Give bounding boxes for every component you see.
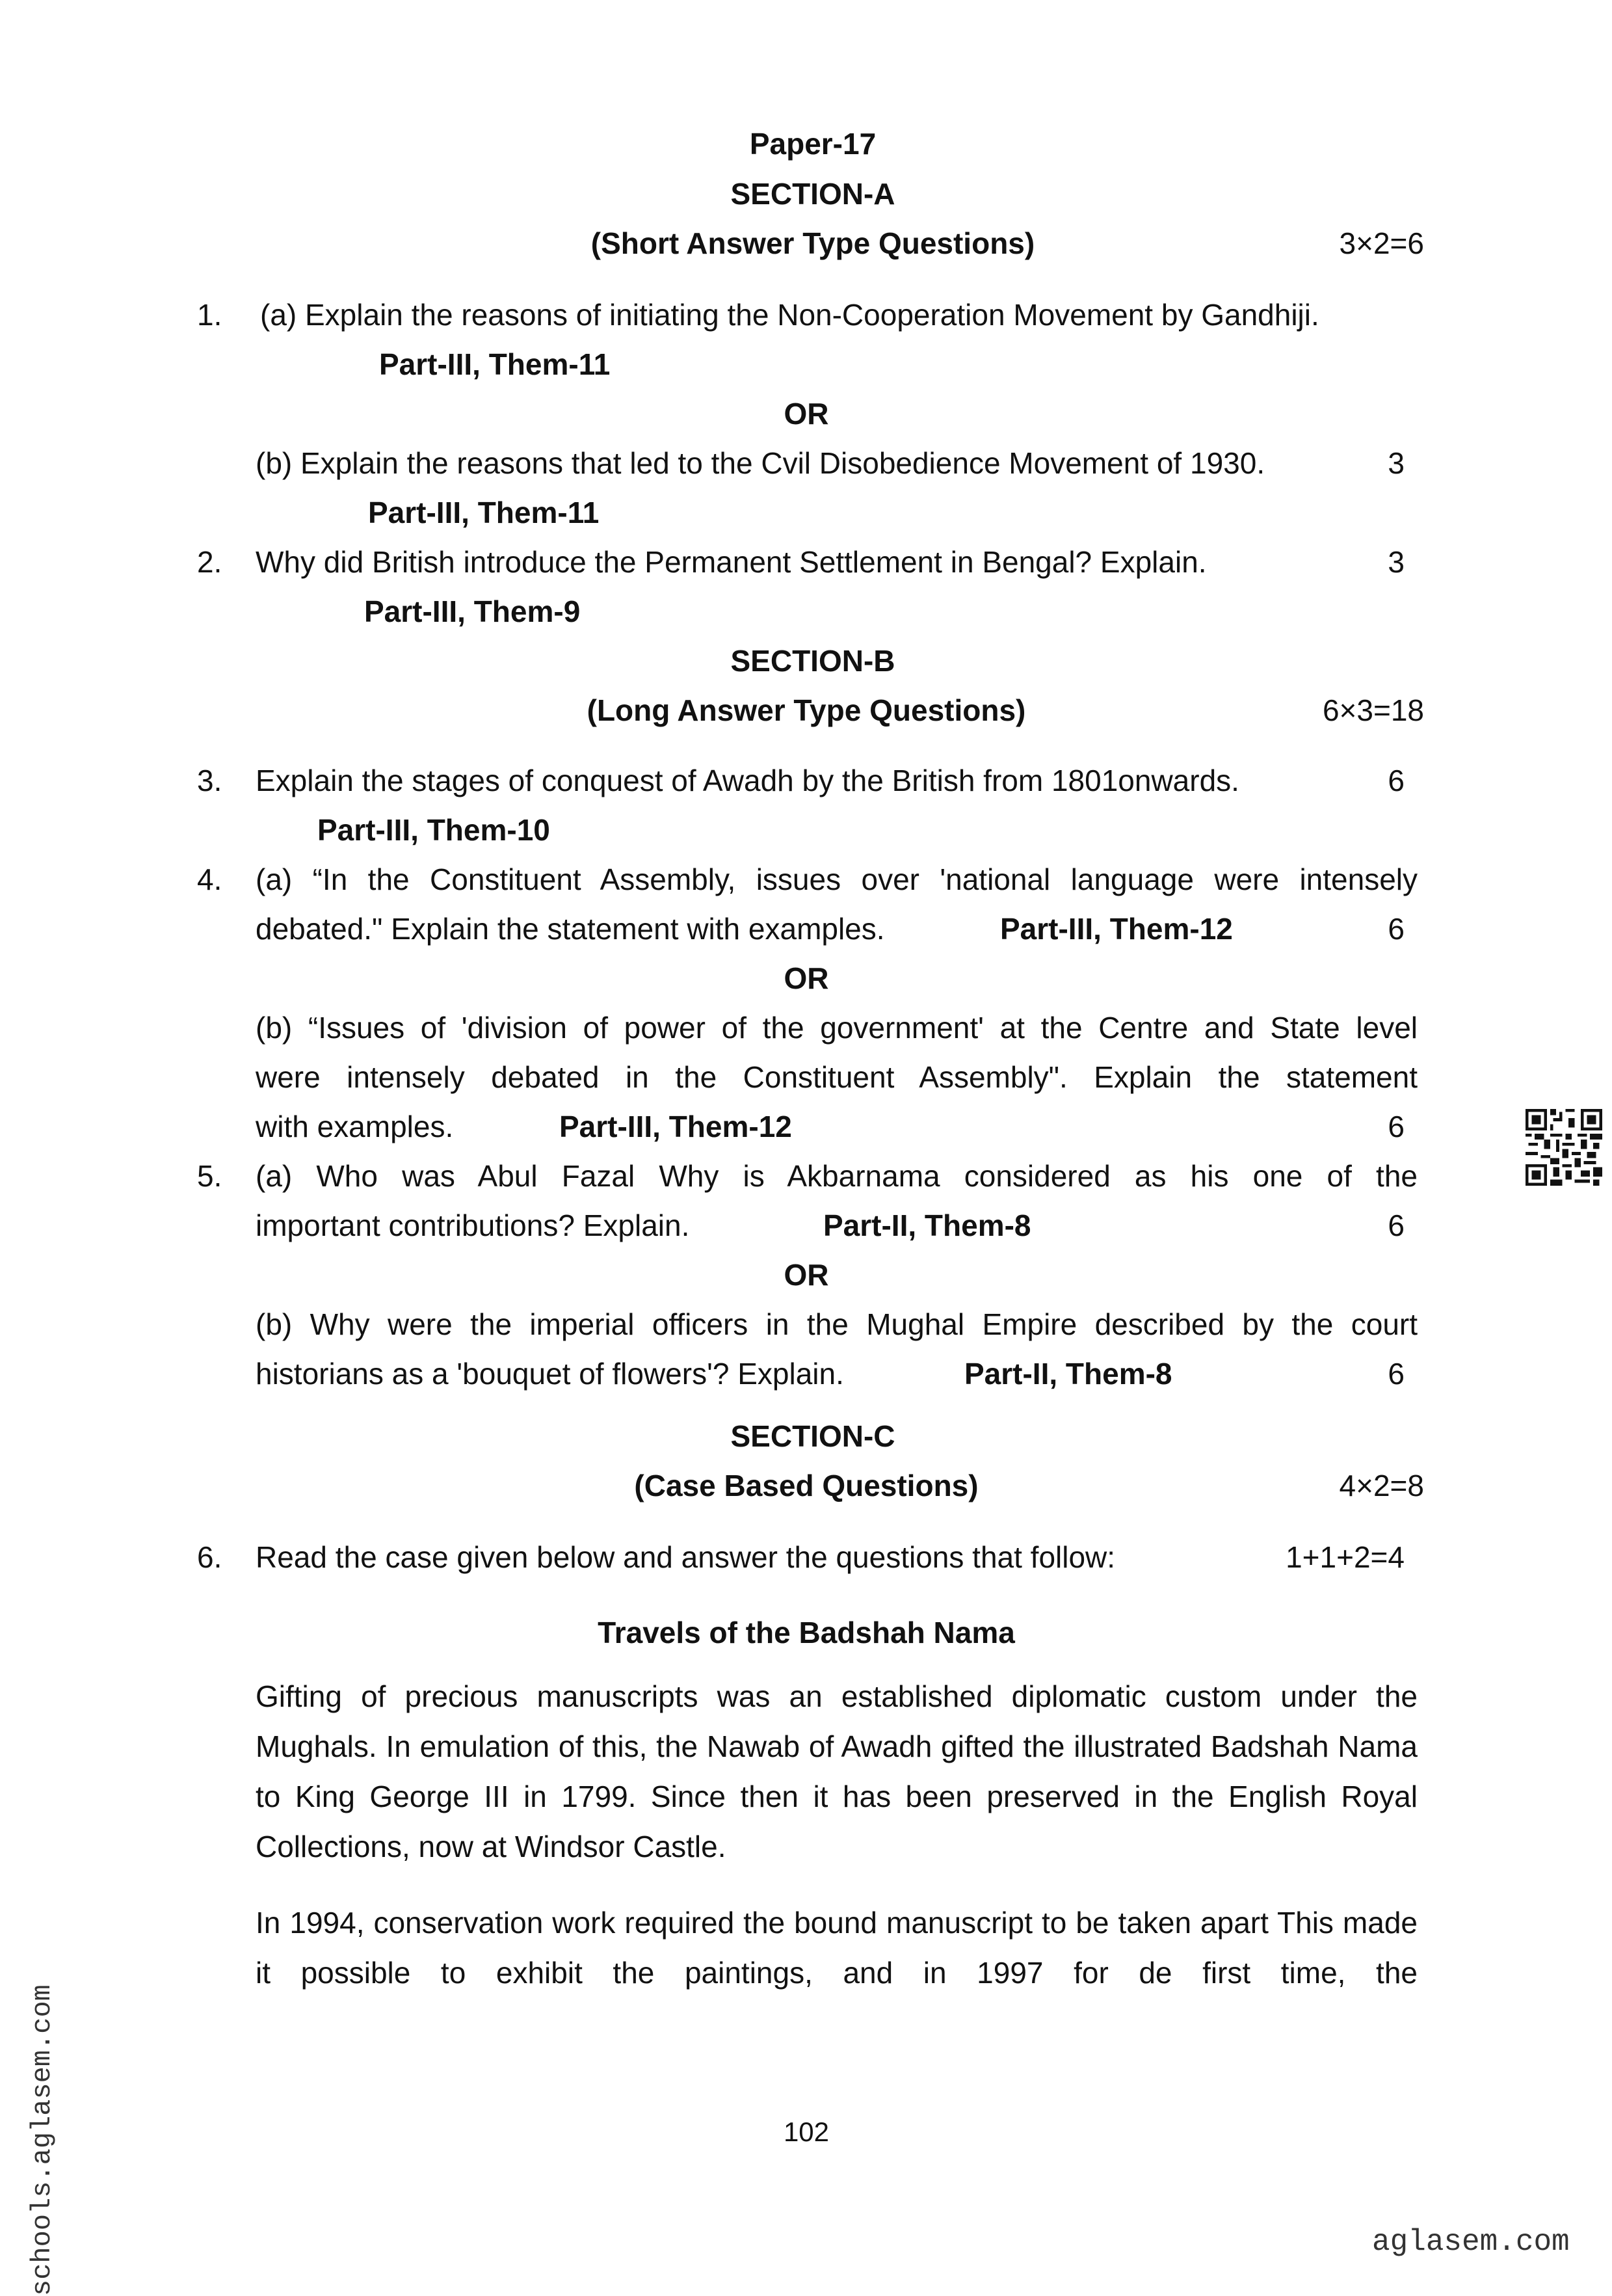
- q4b-marks: 6: [1388, 1110, 1405, 1143]
- q1-or: OR: [784, 397, 829, 431]
- section-c-marks: 4×2=8: [1339, 1469, 1424, 1502]
- corner-watermark: aglasem.com: [1372, 2225, 1570, 2259]
- q5a-line-2: important contributions? Explain.: [256, 1208, 690, 1242]
- q4b-line-3: with examples.: [256, 1110, 454, 1143]
- q1-number: 1.: [197, 298, 222, 332]
- q5b-line-1: (b) Why were the imperial officers in the Mughal Empire described by the court: [256, 1307, 1418, 1341]
- q3-text: Explain the stages of conquest of Awadh by the British from 1801onwards.: [256, 764, 1239, 797]
- q5a-marks: 6: [1388, 1208, 1405, 1242]
- section-b-marks: 6×3=18: [1322, 693, 1424, 727]
- q4b-line-2: were intensely debated in the Constituent Assembly". Explain the statement: [256, 1060, 1418, 1094]
- q1a-reference: Part-III, Them-11: [379, 347, 611, 381]
- q3-number: 3.: [197, 764, 222, 797]
- section-a-heading: SECTION-A: [730, 177, 895, 211]
- q1b-reference: Part-III, Them-11: [368, 496, 600, 529]
- q2-number: 2.: [197, 545, 222, 579]
- q4a-line-1: (a) “In the Constituent Assembly, issues over 'national language were intensely: [256, 862, 1418, 896]
- q6-number: 6.: [197, 1540, 222, 1574]
- q5a-reference: Part-II, Them-8: [823, 1208, 1031, 1242]
- q3-marks: 6: [1388, 764, 1405, 797]
- paper-title: Paper-17: [749, 127, 877, 161]
- qr-code-image: [1526, 1109, 1602, 1186]
- q6-text: Read the case given below and answer the questions that follow:: [256, 1540, 1116, 1574]
- page-number: 102: [783, 2116, 830, 2147]
- q2-text: Why did British introduce the Permanent Settlement in Bengal? Explain.: [256, 545, 1207, 579]
- side-watermark: schools.aglasem.com: [27, 1984, 58, 2296]
- section-b-heading: SECTION-B: [730, 644, 895, 678]
- section-b-type: (Long Answer Type Questions): [587, 693, 1026, 727]
- q5-or: OR: [784, 1258, 829, 1292]
- q4a-reference: Part-III, Them-12: [1000, 912, 1233, 946]
- section-a-type: (Short Answer Type Questions): [590, 226, 1035, 260]
- q1a-text: (a) Explain the reasons of initiating the Non-Cooperation Movement by Gandhiji.: [260, 298, 1319, 332]
- q1b-marks: 3: [1388, 446, 1405, 480]
- section-a-marks: 3×2=6: [1339, 226, 1424, 260]
- q4a-marks: 6: [1388, 912, 1405, 946]
- case-paragraph-1: Gifting of precious manuscripts was an established diplomatic custom under the Mughals. In emulation of this, the Nawab of Awadh gifted the illustrated Badshah Nama to King George III in 1799. Since then it has been preserved in the English Royal Collections, now at Windsor Castle.: [256, 1679, 1418, 1863]
- q4-or: OR: [784, 961, 829, 995]
- section-c-heading: SECTION-C: [730, 1419, 895, 1453]
- q5b-marks: 6: [1388, 1357, 1405, 1391]
- q4a-line-2: debated." Explain the statement with examples.: [256, 912, 885, 946]
- section-c-type: (Case Based Questions): [634, 1469, 979, 1502]
- q5b-line-2: historians as a 'bouquet of flowers'? Explain.: [256, 1357, 844, 1391]
- q6-marks: 1+1+2=4: [1286, 1540, 1405, 1574]
- q2-reference: Part-III, Them-9: [364, 594, 581, 628]
- q2-marks: 3: [1388, 545, 1405, 579]
- q4b-reference: Part-III, Them-12: [559, 1110, 792, 1143]
- case-title: Travels of the Badshah Nama: [598, 1616, 1015, 1649]
- q5b-reference: Part-II, Them-8: [964, 1357, 1172, 1391]
- q4-number: 4.: [197, 862, 222, 896]
- q1b-text: (b) Explain the reasons that led to the Cvil Disobedience Movement of 1930.: [256, 446, 1265, 480]
- q4b-line-1: (b) “Issues of 'division of power of the government' at the Centre and State level: [256, 1011, 1418, 1045]
- case-paragraph-2: In 1994, conservation work required the bound manuscript to be taken apart This made it possible to exhibit the paintings, and in 1997 for de first time, the: [256, 1906, 1418, 1990]
- q5-number: 5.: [197, 1159, 222, 1193]
- q5a-line-1: (a) Who was Abul Fazal Why is Akbarnama considered as his one of the: [256, 1159, 1418, 1193]
- q3-reference: Part-III, Them-10: [317, 813, 550, 847]
